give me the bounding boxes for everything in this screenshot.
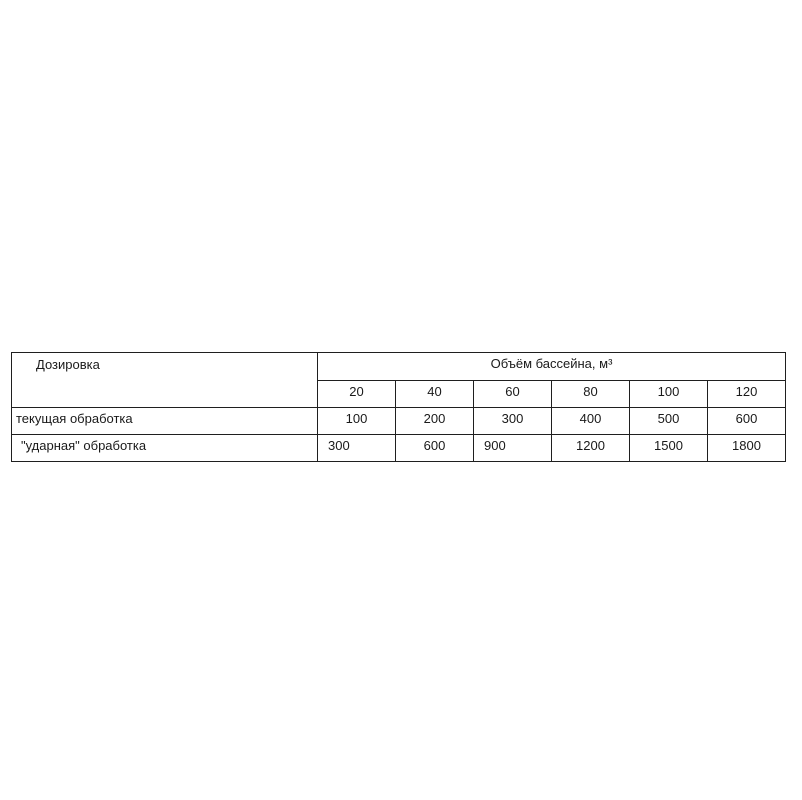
dose-cell: 1500 — [630, 435, 708, 462]
dose-cell: 100 — [318, 408, 396, 435]
volume-cell: 40 — [396, 381, 474, 408]
volume-cell: 20 — [318, 381, 396, 408]
dose-cell: 600 — [708, 408, 786, 435]
dose-cell: 1200 — [552, 435, 630, 462]
dose-cell: 1800 — [708, 435, 786, 462]
dosage-table — [11, 352, 786, 462]
dose-cell: 300 — [318, 435, 396, 462]
table-row — [12, 408, 786, 435]
row-label-current: текущая обработка — [12, 408, 318, 435]
header-row — [12, 353, 786, 381]
dosage-header: Дозировка — [12, 353, 318, 408]
volume-header: Объём бассейна, м³ — [318, 353, 786, 381]
volume-cell: 100 — [630, 381, 708, 408]
dose-cell: 500 — [630, 408, 708, 435]
row-label-shock: "ударная" обработка — [12, 435, 318, 462]
dose-cell: 400 — [552, 408, 630, 435]
dose-cell: 300 — [474, 408, 552, 435]
volume-cell: 60 — [474, 381, 552, 408]
table-row — [12, 435, 786, 462]
dose-cell: 200 — [396, 408, 474, 435]
volume-cell: 80 — [552, 381, 630, 408]
dose-cell: 900 — [474, 435, 552, 462]
volume-cell: 120 — [708, 381, 786, 408]
dose-cell: 600 — [396, 435, 474, 462]
